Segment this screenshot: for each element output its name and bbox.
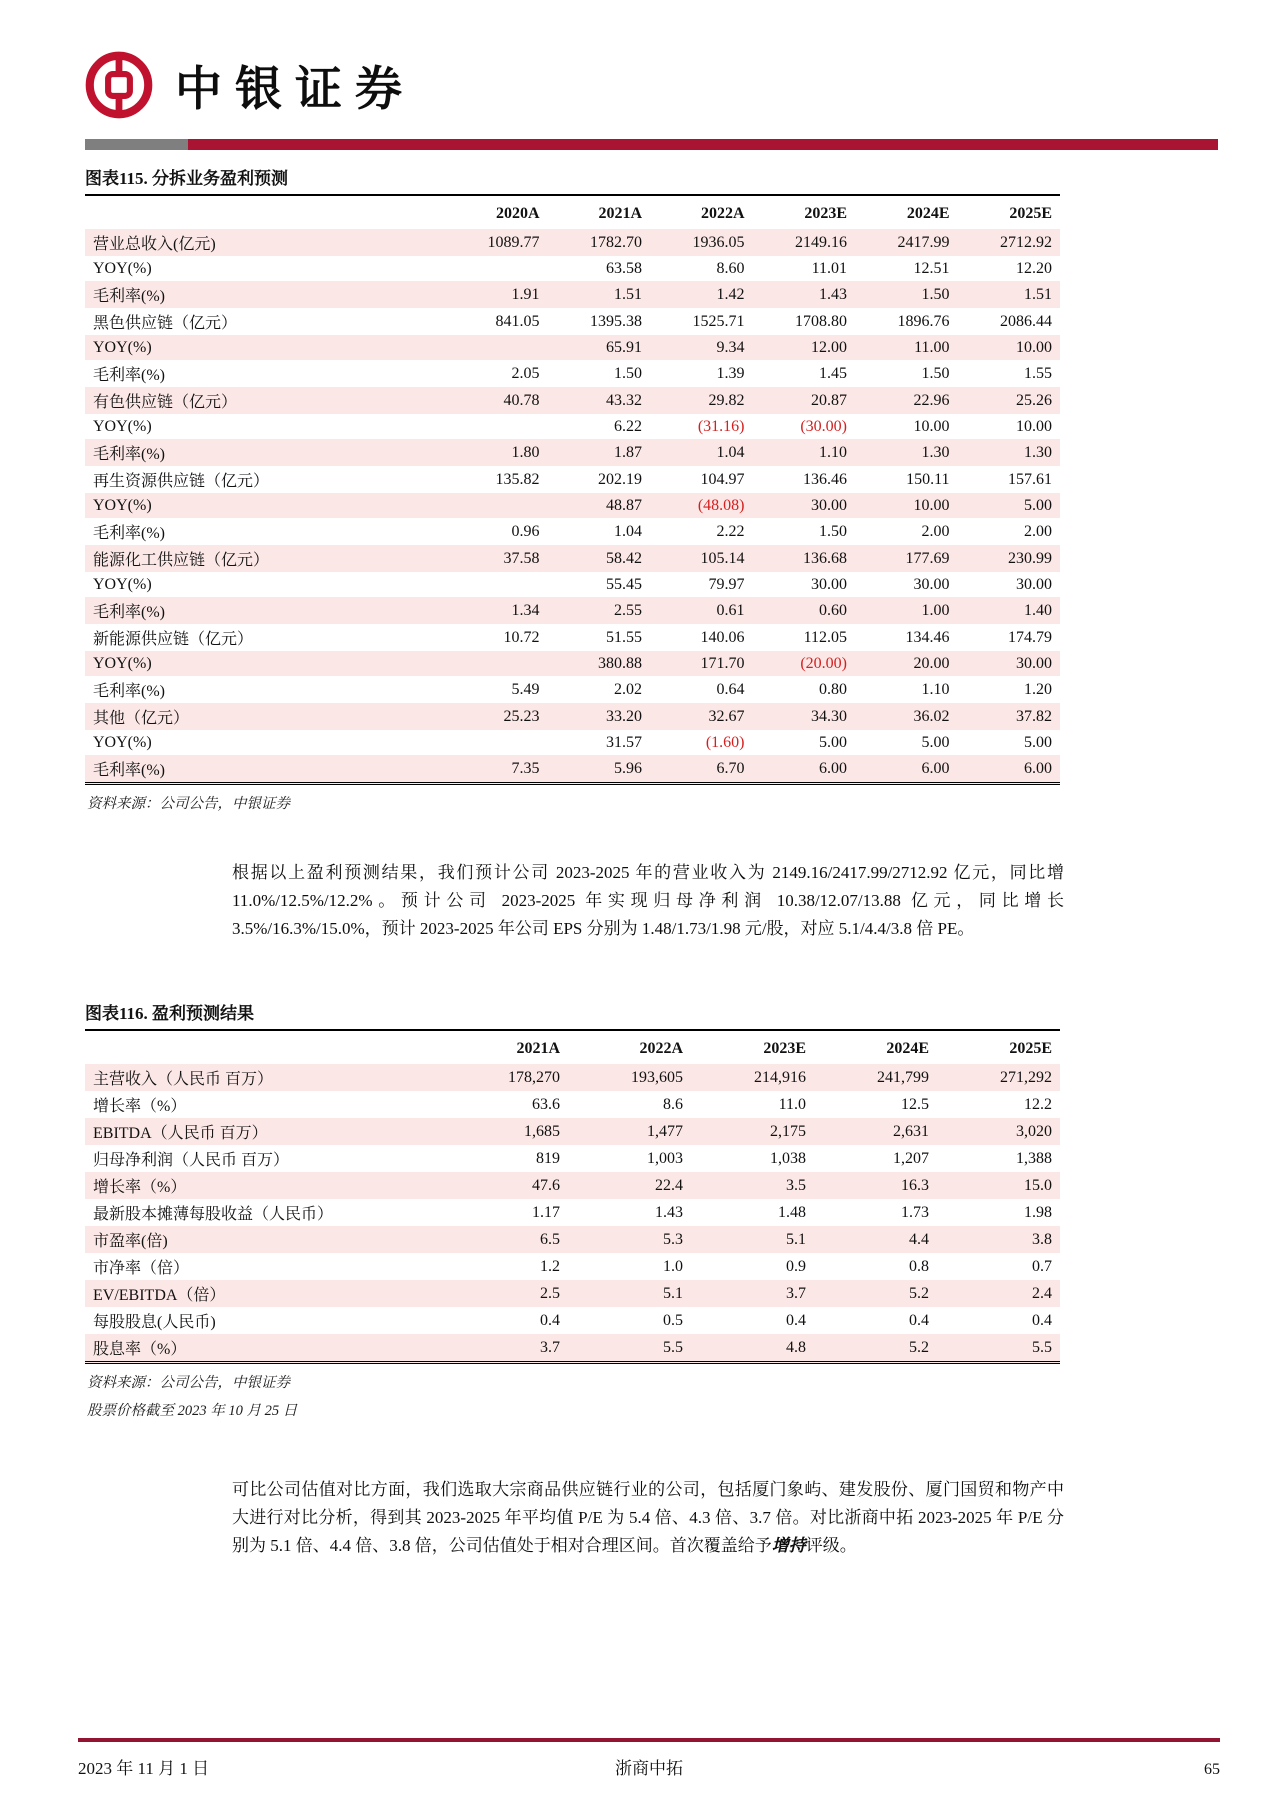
table-row	[85, 466, 1060, 493]
cell-value: 3,020	[1016, 1122, 1052, 1140]
cell-value: 12.2	[1024, 1095, 1052, 1113]
row-label: YOY(%)	[93, 496, 152, 514]
cell-value	[445, 493, 548, 518]
cell-value: 1.50	[921, 285, 950, 303]
cell-value: 2.5	[540, 1284, 560, 1302]
column-header: 2025E	[1009, 205, 1052, 222]
table-row	[85, 256, 1060, 281]
cell-value: 12.20	[1016, 259, 1052, 277]
figure-115-title: 图表115. 分拆业务盈利预测	[85, 164, 1060, 196]
table-row	[85, 572, 1060, 597]
cell-value: 3.8	[1032, 1230, 1052, 1248]
cell-value	[445, 256, 548, 281]
cell-value: 2712.92	[1000, 233, 1052, 251]
cell-value: 22.4	[655, 1176, 683, 1194]
cell-value: 1.51	[1024, 285, 1052, 303]
row-label: 市净率（倍）	[93, 1260, 190, 1277]
cell-value: 1.39	[716, 364, 745, 382]
table-row	[85, 308, 1060, 335]
cell-value: 1.34	[511, 601, 540, 619]
cell-value: 0.4	[1032, 1311, 1052, 1329]
cell-value: 34.30	[811, 707, 847, 725]
corner-cell	[85, 196, 445, 229]
table-row	[85, 730, 1060, 755]
column-header: 2024E	[906, 205, 950, 222]
cell-value: 5.5	[663, 1338, 683, 1356]
cell-value: 32.67	[708, 707, 745, 725]
cell-value: 16.3	[901, 1176, 929, 1194]
cell-value: 1.48	[778, 1203, 806, 1221]
paragraph-2-tail: 评级。	[805, 1536, 857, 1555]
table-row	[85, 597, 1060, 624]
cell-value: 6.70	[716, 759, 745, 777]
cell-value: 22.96	[913, 391, 950, 409]
cell-value: (31.16)	[697, 417, 745, 435]
header-rule-gray-segment	[85, 139, 188, 150]
cell-value: 1.91	[511, 285, 540, 303]
cell-value: 2,631	[893, 1122, 929, 1140]
cell-value: 37.82	[1016, 707, 1052, 725]
cell-value: 0.64	[716, 680, 745, 698]
header-rule	[85, 139, 1218, 150]
table-row	[85, 703, 1060, 730]
row-label: 增长率（%）	[93, 1098, 187, 1115]
cell-value	[445, 730, 548, 755]
rating-emphasis: 增持	[771, 1536, 806, 1555]
cell-value: 1936.05	[692, 233, 745, 251]
column-header: 2025E	[1009, 1040, 1052, 1057]
table-row	[85, 1307, 1060, 1334]
table-row	[85, 1199, 1060, 1226]
footer-rule	[78, 1738, 1220, 1742]
cell-value: 4.8	[786, 1338, 806, 1356]
cell-value: 10.00	[913, 417, 950, 435]
cell-value: 1.04	[614, 522, 642, 540]
table-row	[85, 1172, 1060, 1199]
cell-value: 3.5	[786, 1176, 806, 1194]
table-row	[85, 439, 1060, 466]
table-row	[85, 335, 1060, 360]
row-label: 毛利率(%)	[93, 762, 165, 779]
cell-value: (20.00)	[800, 654, 847, 672]
row-label: 其他（亿元）	[93, 710, 190, 727]
cell-value: 5.00	[819, 733, 847, 751]
cell-value: 1,003	[647, 1149, 683, 1167]
column-header: 2021A	[516, 1040, 560, 1057]
cell-value: 841.05	[495, 312, 540, 330]
cell-value: 1,388	[1016, 1149, 1052, 1167]
row-label: 能源化工供应链（亿元）	[93, 552, 270, 569]
page-content	[0, 164, 1280, 1560]
footer-row	[78, 1754, 1220, 1779]
row-label: 市盈率(倍)	[93, 1233, 168, 1250]
row-label: 归母净利润（人民币 百万）	[93, 1152, 290, 1169]
cell-value: 0.96	[511, 522, 540, 540]
cell-value: 7.35	[511, 759, 540, 777]
table-row	[85, 414, 1060, 439]
cell-value: 40.78	[503, 391, 540, 409]
row-label: EBITDA（人民币 百万）	[93, 1125, 268, 1142]
cell-value: 30.00	[1016, 575, 1052, 593]
row-label: YOY(%)	[93, 259, 152, 277]
figure-115-block	[85, 164, 1060, 813]
row-label: 毛利率(%)	[93, 683, 165, 700]
row-label: 每股股息(人民币)	[93, 1314, 216, 1331]
cell-value: 33.20	[606, 707, 642, 725]
cell-value: 5.1	[786, 1230, 806, 1248]
cell-value: 1.50	[921, 364, 950, 382]
cell-value: 2.02	[614, 680, 642, 698]
cell-value: 6.00	[921, 759, 950, 777]
cell-value: 6.00	[1024, 759, 1052, 777]
table-header-row	[85, 1031, 1060, 1064]
cell-value: 1.2	[540, 1257, 560, 1275]
row-label: 主营收入（人民币 百万）	[93, 1071, 274, 1088]
cell-value: 5.00	[1024, 733, 1052, 751]
cell-value: 5.5	[1032, 1338, 1052, 1356]
table-row	[85, 493, 1060, 518]
cell-value: 1.0	[663, 1257, 683, 1275]
row-label: 股息率（%）	[93, 1341, 187, 1358]
cell-value: 12.5	[901, 1095, 929, 1113]
paragraph-valuation-comparison	[232, 1476, 1064, 1560]
cell-value: 25.23	[503, 707, 540, 725]
cell-value: 1.73	[901, 1203, 929, 1221]
cell-value: 0.4	[540, 1311, 560, 1329]
column-header: 2022A	[700, 205, 745, 222]
cell-value: 2,175	[770, 1122, 806, 1140]
cell-value: (48.08)	[697, 496, 745, 514]
cell-value: 2.05	[511, 364, 540, 382]
cell-value: 1.51	[614, 285, 642, 303]
cell-value: 1.45	[819, 364, 847, 382]
cell-value: 5.00	[921, 733, 950, 751]
cell-value: 134.46	[905, 628, 950, 646]
column-header: 2020A	[495, 205, 540, 222]
cell-value: 135.82	[495, 470, 540, 488]
price-date-note: 股票价格截至 2023 年 10 月 25 日	[87, 1403, 298, 1419]
cell-value: 65.91	[606, 338, 642, 356]
row-label: 最新股本摊薄每股收益（人民币）	[93, 1206, 334, 1223]
cell-value: 0.9	[786, 1257, 806, 1275]
cell-value: 5.2	[909, 1338, 929, 1356]
cell-value: 150.11	[906, 470, 950, 488]
cell-value: (1.60)	[705, 733, 745, 751]
table-row	[85, 755, 1060, 784]
cell-value: 177.69	[905, 549, 950, 567]
cell-value: 5.96	[614, 759, 642, 777]
cell-value: 11.0	[778, 1095, 806, 1113]
table-row	[85, 360, 1060, 387]
corner-cell	[85, 1031, 445, 1064]
segment-forecast-table-115	[85, 196, 1060, 785]
cell-value: 30.00	[811, 496, 847, 514]
cell-value: 36.02	[913, 707, 950, 725]
cell-value: 20.00	[913, 654, 950, 672]
table-row	[85, 624, 1060, 651]
row-label: 毛利率(%)	[93, 604, 165, 621]
footer-date: 2023 年 11 月 1 日	[78, 1759, 210, 1778]
cell-value: 48.87	[606, 496, 642, 514]
cell-value: 380.88	[598, 654, 642, 672]
page-footer	[78, 1738, 1220, 1779]
cell-value: 2149.16	[795, 233, 847, 251]
row-label: YOY(%)	[93, 733, 152, 751]
cell-value: 1.50	[819, 522, 847, 540]
column-header: 2023E	[763, 1040, 806, 1057]
row-label: 毛利率(%)	[93, 525, 165, 542]
cell-value: (30.00)	[800, 417, 847, 435]
paragraph-2-text: 可比公司估值对比方面，我们选取大宗商品供应链行业的公司，包括厦门象屿、建发股份、厦门国贸和物产中大进行对比分析，得到其 2023-2025 年平均值 P/E 为 5.4 倍、4.3 倍、3.7 倍。对比浙商中拓 2023-2025 年 P/E 分别为 5.1 倍、4.4 倍、3.8 倍，公司估值处于相对合理区间。首次覆盖给予	[232, 1480, 1064, 1555]
cell-value: 1.10	[921, 680, 950, 698]
cell-value: 105.14	[700, 549, 745, 567]
figure-116-block	[85, 999, 1060, 1420]
table-row	[85, 676, 1060, 703]
cell-value: 8.6	[663, 1095, 683, 1113]
footer-center-title: 浙商中拓	[615, 1759, 683, 1778]
cell-value: 1.42	[716, 285, 745, 303]
cell-value: 2.55	[614, 601, 642, 619]
cell-value: 1,207	[893, 1149, 929, 1167]
cell-value: 202.19	[598, 470, 642, 488]
cell-value: 10.00	[1016, 417, 1052, 435]
cell-value: 0.4	[786, 1311, 806, 1329]
table-row	[85, 1145, 1060, 1172]
cell-value: 1,477	[647, 1122, 683, 1140]
column-header: 2024E	[886, 1040, 929, 1057]
cell-value: 5.3	[663, 1230, 683, 1248]
cell-value: 15.0	[1024, 1176, 1052, 1194]
cell-value: 79.97	[708, 575, 745, 593]
cell-value: 6.22	[614, 417, 642, 435]
row-label: YOY(%)	[93, 654, 152, 672]
cell-value: 20.87	[811, 391, 847, 409]
cell-value: 104.97	[700, 470, 745, 488]
cell-value: 5.49	[511, 680, 540, 698]
cell-value: 1708.80	[795, 312, 847, 330]
cell-value: 1089.77	[487, 233, 540, 251]
cell-value: 1.80	[511, 443, 540, 461]
cell-value: 29.82	[708, 391, 745, 409]
cell-value: 178,270	[508, 1068, 560, 1086]
cell-value: 1.04	[716, 443, 745, 461]
column-header: 2021A	[598, 205, 642, 222]
row-label: YOY(%)	[93, 575, 152, 593]
source-note-116: 资料来源：公司公告，中银证券	[87, 1375, 290, 1391]
cell-value: 174.79	[1008, 628, 1052, 646]
cell-value: 37.58	[503, 549, 540, 567]
paragraph-forecast-summary: 根据以上盈利预测结果，我们预计公司 2023-2025 年的营业收入为 2149.16/2417.99/2712.92 亿元，同比增 11.0%/12.5%/12.2%。预计公司 2023-2025 年实现归母净利润 10.38/12.07/13.88 亿元，同比增长 3.5%/16.3%/15.0%，预计 2023-2025 年公司 EPS 分别为 1.48/1.73/1.98 元/股，对应 5.1/4.4/3.8 倍 PE。	[232, 863, 1064, 938]
cell-value: 1.30	[921, 443, 950, 461]
cell-value: 11.01	[811, 259, 847, 277]
cell-value: 0.4	[909, 1311, 929, 1329]
table-row	[85, 229, 1060, 256]
cell-value: 25.26	[1016, 391, 1052, 409]
cell-value: 0.7	[1032, 1257, 1052, 1275]
cell-value: 11.00	[914, 338, 950, 356]
cell-value: 5.00	[1024, 496, 1052, 514]
brand-row	[85, 44, 1218, 126]
cell-value: 214,916	[754, 1068, 806, 1086]
cell-value: 5.2	[909, 1284, 929, 1302]
cell-value: 58.42	[606, 549, 642, 567]
table-row	[85, 1091, 1060, 1118]
cell-value: 112.05	[803, 628, 847, 646]
cell-value: 241,799	[877, 1068, 929, 1086]
table-row	[85, 545, 1060, 572]
cell-value	[445, 651, 548, 676]
table-row	[85, 1118, 1060, 1145]
row-label: 毛利率(%)	[93, 288, 165, 305]
cell-value: 1.17	[532, 1203, 560, 1221]
cell-value: 0.80	[819, 680, 847, 698]
row-label: 有色供应链（亿元）	[93, 394, 238, 411]
cell-value: 10.00	[1016, 338, 1052, 356]
cell-value: 31.57	[606, 733, 642, 751]
cell-value: 1.20	[1024, 680, 1052, 698]
table-row	[85, 651, 1060, 676]
table-row	[85, 1334, 1060, 1363]
cell-value: 0.60	[819, 601, 847, 619]
table-row	[85, 387, 1060, 414]
cell-value: 193,605	[631, 1068, 683, 1086]
footer-page-number: 65	[1204, 1761, 1220, 1778]
cell-value: 55.45	[606, 575, 642, 593]
cell-value: 51.55	[606, 628, 642, 646]
cell-value: 1.55	[1024, 364, 1052, 382]
cell-value: 5.1	[663, 1284, 683, 1302]
header-rule-red-segment	[188, 139, 1218, 150]
row-label: 再生资源供应链（亿元）	[93, 473, 270, 490]
cell-value: 1.30	[1024, 443, 1052, 461]
source-note-115: 资料来源：公司公告，中银证券	[87, 796, 290, 812]
table-row	[85, 281, 1060, 308]
cell-value: 2.00	[1024, 522, 1052, 540]
cell-value: 2.4	[1032, 1284, 1052, 1302]
table-row	[85, 518, 1060, 545]
cell-value: 47.6	[532, 1176, 560, 1194]
cell-value: 1.00	[921, 601, 950, 619]
cell-value: 63.6	[532, 1095, 560, 1113]
row-label: EV/EBITDA（倍）	[93, 1287, 226, 1304]
figure-116-title: 图表116. 盈利预测结果	[85, 999, 1060, 1031]
row-label: 毛利率(%)	[93, 446, 165, 463]
cell-value: 2417.99	[897, 233, 950, 251]
cell-value: 63.58	[606, 259, 642, 277]
boc-logo-icon	[85, 51, 153, 119]
row-label: 营业总收入(亿元)	[93, 236, 216, 253]
row-label: 毛利率(%)	[93, 367, 165, 384]
cell-value: 3.7	[786, 1284, 806, 1302]
cell-value: 30.00	[1016, 654, 1052, 672]
cell-value: 136.46	[803, 470, 847, 488]
cell-value: 1896.76	[897, 312, 950, 330]
page-header	[0, 0, 1280, 150]
cell-value: 1395.38	[590, 312, 642, 330]
cell-value: 1.10	[819, 443, 847, 461]
cell-value	[445, 572, 548, 597]
cell-value: 30.00	[811, 575, 847, 593]
cell-value: 0.8	[909, 1257, 929, 1275]
cell-value: 271,292	[1000, 1068, 1052, 1086]
profit-forecast-table-116	[85, 1031, 1060, 1364]
cell-value: 230.99	[1008, 549, 1052, 567]
cell-value	[445, 335, 548, 360]
table-header-row	[85, 196, 1060, 229]
cell-value: 10.72	[503, 628, 540, 646]
cell-value: 140.06	[700, 628, 745, 646]
cell-value: 1.50	[614, 364, 642, 382]
cell-value: 9.34	[716, 338, 745, 356]
cell-value: 1.43	[655, 1203, 683, 1221]
cell-value: 0.5	[663, 1311, 683, 1329]
cell-value: 6.00	[819, 759, 847, 777]
cell-value: 2.22	[716, 522, 745, 540]
cell-value: 12.51	[913, 259, 950, 277]
row-label: YOY(%)	[93, 417, 152, 435]
cell-value: 1782.70	[590, 233, 642, 251]
table-row	[85, 1226, 1060, 1253]
row-label: 增长率（%）	[93, 1179, 187, 1196]
cell-value: 43.32	[606, 391, 642, 409]
cell-value: 2086.44	[1000, 312, 1052, 330]
brand-title: 中银证券	[175, 63, 415, 116]
cell-value: 819	[536, 1149, 560, 1167]
cell-value: 1,038	[770, 1149, 806, 1167]
cell-value: 1,685	[524, 1122, 560, 1140]
table-row	[85, 1064, 1060, 1091]
row-label: 新能源供应链（亿元）	[93, 631, 254, 648]
column-header: 2023E	[804, 205, 847, 222]
cell-value: 1.43	[819, 285, 847, 303]
cell-value	[445, 414, 548, 439]
cell-value: 8.60	[716, 259, 745, 277]
table-row	[85, 1280, 1060, 1307]
row-label: 黑色供应链（亿元）	[93, 315, 238, 332]
cell-value: 0.61	[716, 601, 745, 619]
cell-value: 6.5	[540, 1230, 560, 1248]
row-label: YOY(%)	[93, 338, 152, 356]
cell-value: 1.98	[1024, 1203, 1052, 1221]
cell-value: 1.40	[1024, 601, 1052, 619]
cell-value: 4.4	[909, 1230, 929, 1248]
cell-value: 10.00	[913, 496, 950, 514]
cell-value: 12.00	[811, 338, 847, 356]
cell-value: 1525.71	[692, 312, 745, 330]
cell-value: 171.70	[700, 654, 745, 672]
table-row	[85, 1253, 1060, 1280]
cell-value: 2.00	[921, 522, 950, 540]
cell-value: 30.00	[913, 575, 950, 593]
cell-value: 1.87	[614, 443, 642, 461]
column-header: 2022A	[639, 1040, 683, 1057]
cell-value: 3.7	[540, 1338, 560, 1356]
cell-value: 157.61	[1008, 470, 1052, 488]
cell-value: 136.68	[803, 549, 847, 567]
